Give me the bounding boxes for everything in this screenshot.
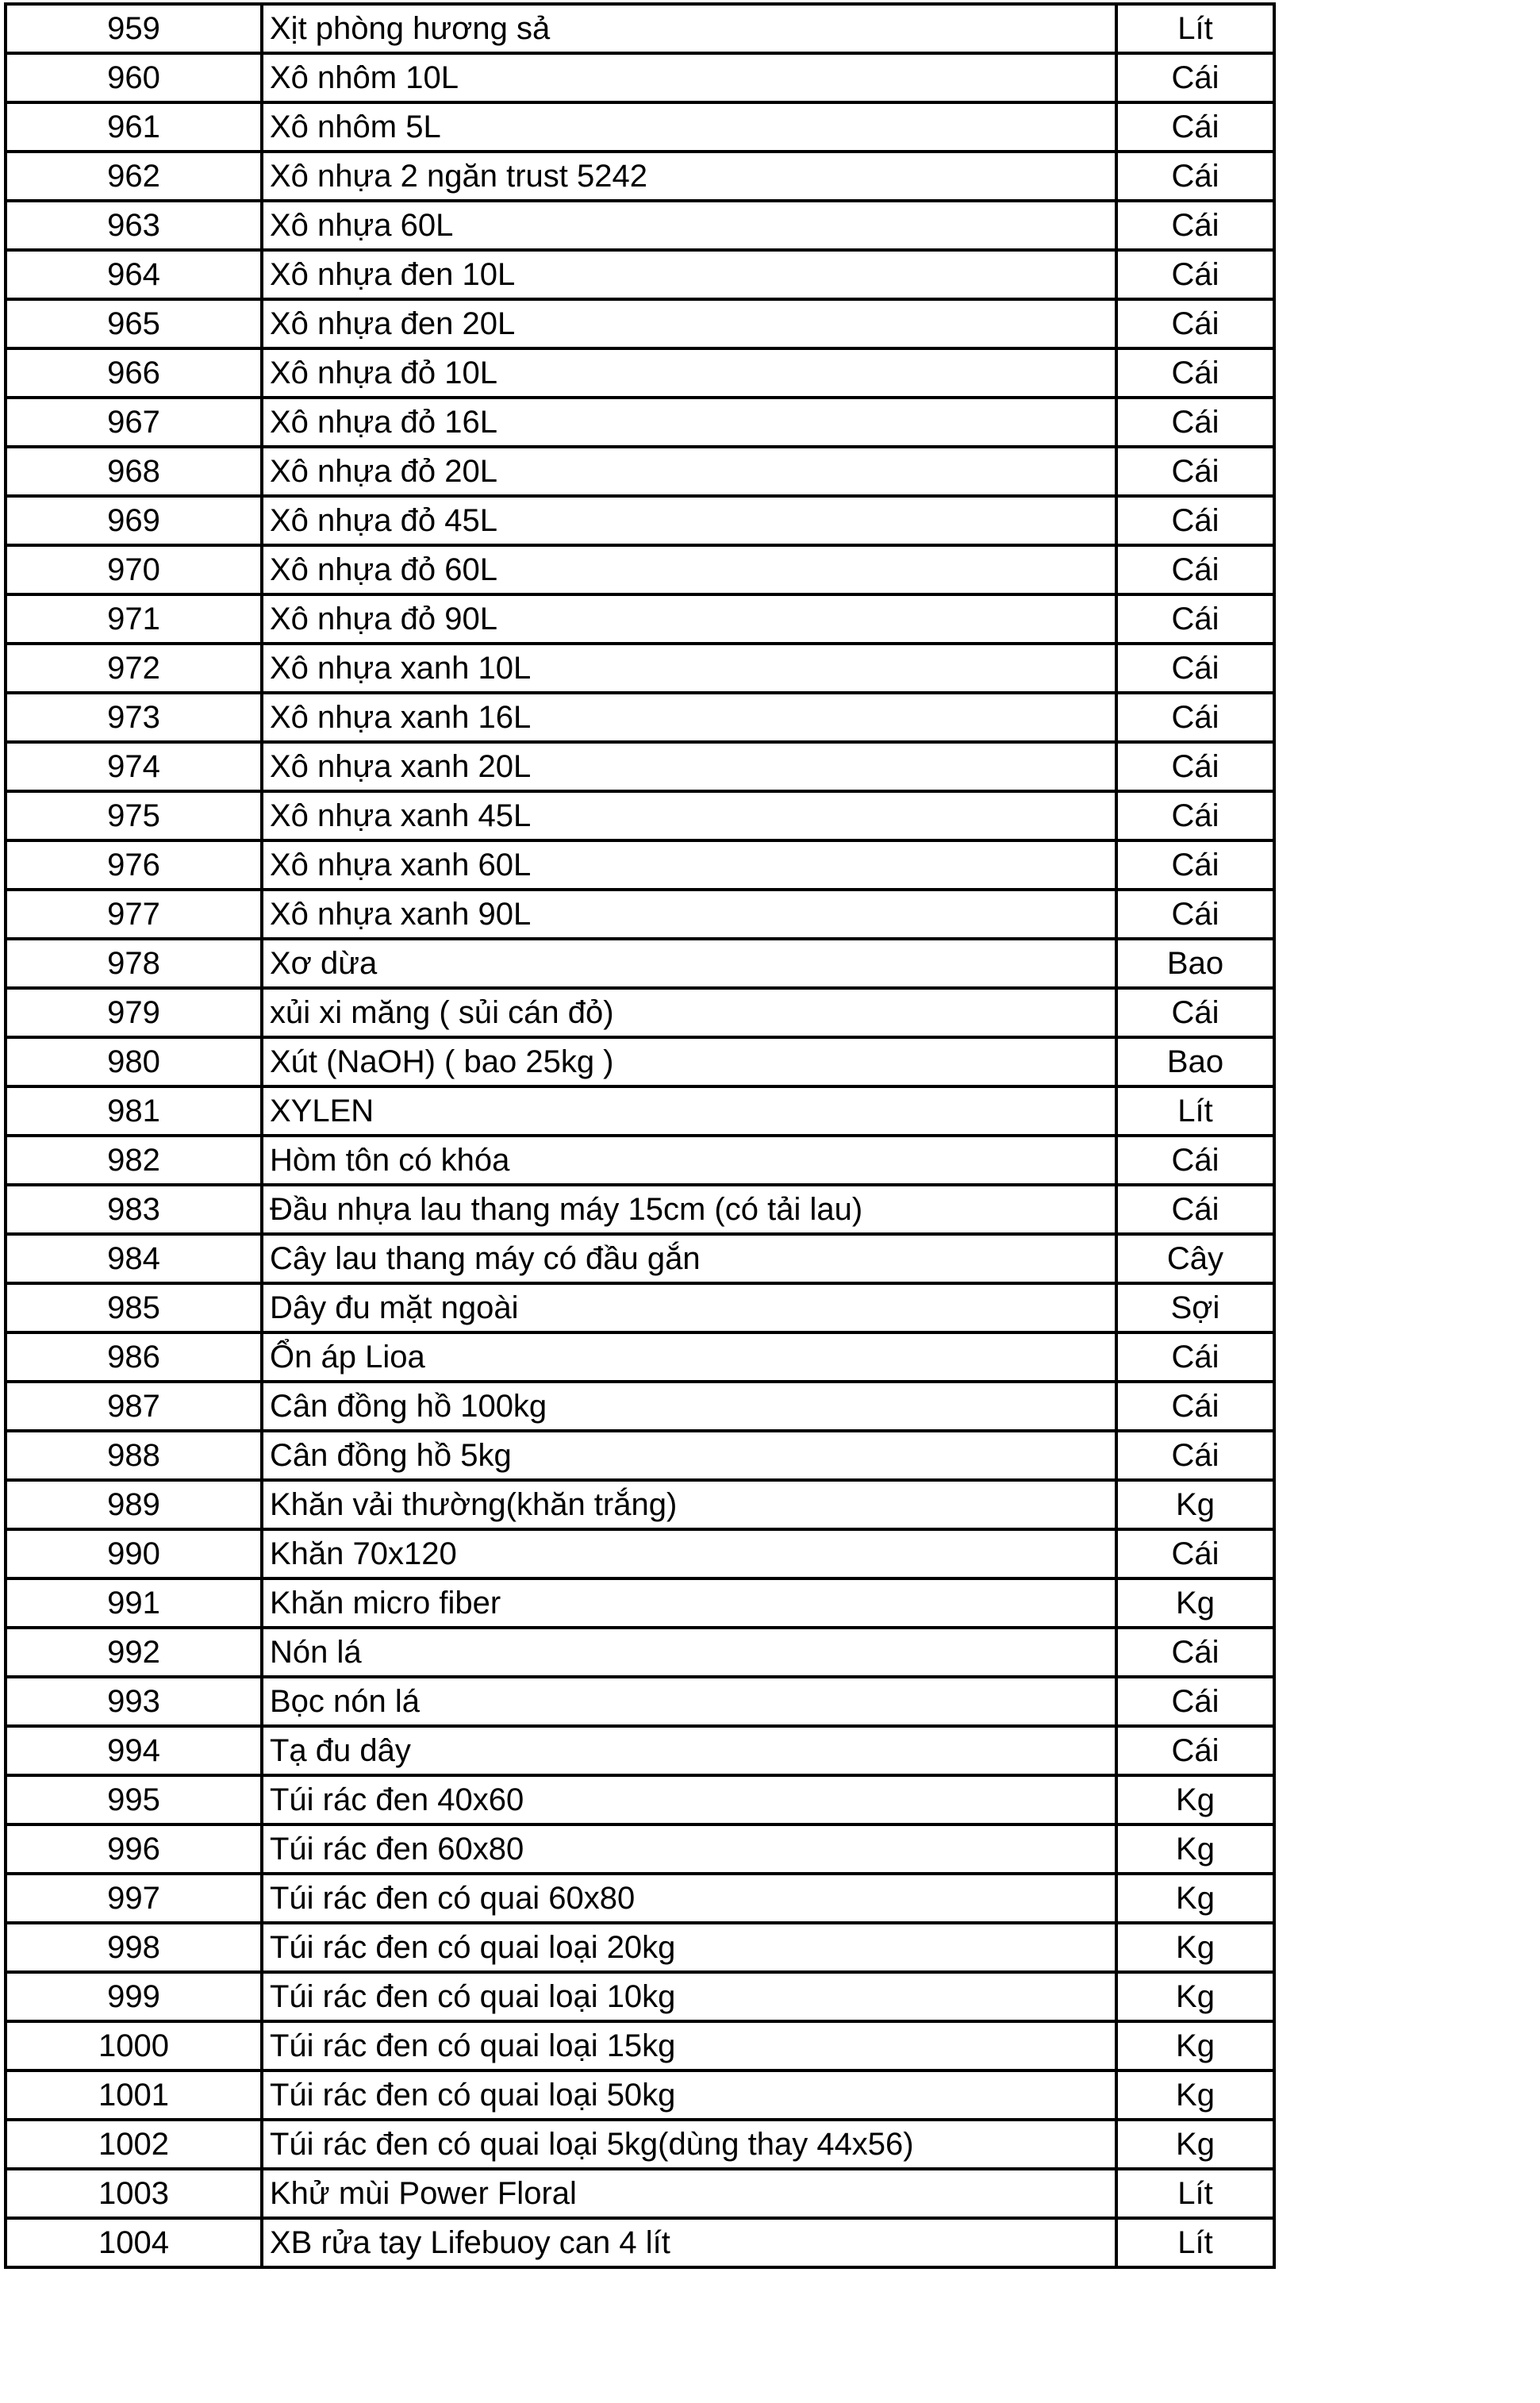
cell-unit: Cái xyxy=(1116,1136,1274,1185)
cell-unit: Bao xyxy=(1116,1037,1274,1086)
cell-no: 980 xyxy=(6,1037,262,1086)
cell-unit: Cái xyxy=(1116,1726,1274,1775)
table-row xyxy=(6,2218,1274,2267)
cell-unit: Sợi xyxy=(1116,1283,1274,1332)
table-row xyxy=(6,693,1274,742)
cell-unit: Kg xyxy=(1116,1972,1274,2021)
cell-name: Xô nhựa đỏ 16L xyxy=(262,398,1116,447)
cell-name: Nón lá xyxy=(262,1628,1116,1677)
cell-name: Khử mùi Power Floral xyxy=(262,2169,1116,2218)
table-row xyxy=(6,988,1274,1037)
cell-unit: Cái xyxy=(1116,791,1274,840)
cell-name: Xô nhựa đỏ 20L xyxy=(262,447,1116,496)
cell-no: 972 xyxy=(6,644,262,693)
table-row xyxy=(6,4,1274,53)
table-row xyxy=(6,1824,1274,1874)
cell-no: 988 xyxy=(6,1431,262,1480)
cell-unit: Cây xyxy=(1116,1234,1274,1283)
table-row xyxy=(6,1136,1274,1185)
cell-unit: Kg xyxy=(1116,1480,1274,1529)
cell-no: 976 xyxy=(6,840,262,890)
cell-name: Ổn áp Lioa xyxy=(262,1332,1116,1382)
table-row xyxy=(6,939,1274,988)
cell-unit: Cái xyxy=(1116,840,1274,890)
table-row xyxy=(6,1578,1274,1628)
cell-no: 965 xyxy=(6,299,262,348)
cell-name: Đầu nhựa lau thang máy 15cm (có tải lau) xyxy=(262,1185,1116,1234)
cell-unit: Kg xyxy=(1116,2070,1274,2120)
cell-name: Hòm tôn có khóa xyxy=(262,1136,1116,1185)
table-row xyxy=(6,742,1274,791)
table-row xyxy=(6,250,1274,299)
cell-unit: Cái xyxy=(1116,53,1274,102)
cell-unit: Kg xyxy=(1116,2120,1274,2169)
cell-unit: Cái xyxy=(1116,496,1274,545)
cell-unit: Cái xyxy=(1116,1332,1274,1382)
table-row xyxy=(6,1037,1274,1086)
cell-name: Cân đồng hồ 100kg xyxy=(262,1382,1116,1431)
cell-no: 999 xyxy=(6,1972,262,2021)
cell-no: 1003 xyxy=(6,2169,262,2218)
cell-no: 983 xyxy=(6,1185,262,1234)
cell-unit: Cái xyxy=(1116,1677,1274,1726)
cell-name: Xô nhựa 2 ngăn trust 5242 xyxy=(262,152,1116,201)
table-row xyxy=(6,1431,1274,1480)
cell-no: 970 xyxy=(6,545,262,594)
cell-name: Túi rác đen 60x80 xyxy=(262,1824,1116,1874)
cell-no: 991 xyxy=(6,1578,262,1628)
table-row xyxy=(6,1332,1274,1382)
cell-no: 984 xyxy=(6,1234,262,1283)
cell-no: 959 xyxy=(6,4,262,53)
cell-no: 960 xyxy=(6,53,262,102)
cell-name: Xô nhựa đen 20L xyxy=(262,299,1116,348)
table-row xyxy=(6,496,1274,545)
cell-name: Khăn 70x120 xyxy=(262,1529,1116,1578)
cell-unit: Cái xyxy=(1116,644,1274,693)
cell-unit: Cái xyxy=(1116,1431,1274,1480)
cell-unit: Kg xyxy=(1116,1578,1274,1628)
cell-name: Xút (NaOH) ( bao 25kg ) xyxy=(262,1037,1116,1086)
cell-unit: Cái xyxy=(1116,742,1274,791)
table-row xyxy=(6,1382,1274,1431)
cell-name: Xịt phòng hương sả xyxy=(262,4,1116,53)
cell-unit: Cái xyxy=(1116,1382,1274,1431)
cell-name: Xô nhôm 5L xyxy=(262,102,1116,152)
cell-name: Túi rác đen có quai loại 15kg xyxy=(262,2021,1116,2070)
cell-no: 978 xyxy=(6,939,262,988)
table-row xyxy=(6,152,1274,201)
cell-name: Túi rác đen có quai loại 10kg xyxy=(262,1972,1116,2021)
cell-unit: Cái xyxy=(1116,299,1274,348)
cell-name: Xô nhựa 60L xyxy=(262,201,1116,250)
table-row xyxy=(6,398,1274,447)
cell-name: Xô nhựa xanh 60L xyxy=(262,840,1116,890)
cell-unit: Kg xyxy=(1116,1874,1274,1923)
cell-no: 985 xyxy=(6,1283,262,1332)
cell-name: Túi rác đen có quai loại 20kg xyxy=(262,1923,1116,1972)
table-row xyxy=(6,1283,1274,1332)
table-row xyxy=(6,348,1274,398)
cell-unit: Cái xyxy=(1116,1529,1274,1578)
cell-unit: Lít xyxy=(1116,2218,1274,2267)
cell-name: Xô nhựa đỏ 60L xyxy=(262,545,1116,594)
table-row xyxy=(6,299,1274,348)
cell-no: 964 xyxy=(6,250,262,299)
table-row xyxy=(6,102,1274,152)
cell-no: 968 xyxy=(6,447,262,496)
cell-name: Túi rác đen 40x60 xyxy=(262,1775,1116,1824)
cell-no: 997 xyxy=(6,1874,262,1923)
cell-unit: Bao xyxy=(1116,939,1274,988)
cell-name: Cây lau thang máy có đầu gắn xyxy=(262,1234,1116,1283)
cell-unit: Kg xyxy=(1116,1824,1274,1874)
cell-name: Túi rác đen có quai 60x80 xyxy=(262,1874,1116,1923)
cell-name: Dây đu mặt ngoài xyxy=(262,1283,1116,1332)
table-row xyxy=(6,447,1274,496)
table-row xyxy=(6,2169,1274,2218)
table-row xyxy=(6,2120,1274,2169)
cell-unit: Cái xyxy=(1116,1185,1274,1234)
cell-name: Xô nhựa đỏ 45L xyxy=(262,496,1116,545)
cell-name: Xô nhựa xanh 90L xyxy=(262,890,1116,939)
cell-unit: Lít xyxy=(1116,1086,1274,1136)
cell-no: 1002 xyxy=(6,2120,262,2169)
cell-no: 993 xyxy=(6,1677,262,1726)
cell-name: Xô nhựa xanh 10L xyxy=(262,644,1116,693)
cell-unit: Cái xyxy=(1116,152,1274,201)
table-row xyxy=(6,644,1274,693)
cell-no: 986 xyxy=(6,1332,262,1382)
cell-unit: Cái xyxy=(1116,348,1274,398)
cell-no: 982 xyxy=(6,1136,262,1185)
cell-name: XB rửa tay Lifebuoy can 4 lít xyxy=(262,2218,1116,2267)
cell-name: Xô nhôm 10L xyxy=(262,53,1116,102)
table-row xyxy=(6,1874,1274,1923)
cell-unit: Cái xyxy=(1116,693,1274,742)
table-row xyxy=(6,53,1274,102)
cell-no: 974 xyxy=(6,742,262,791)
table-row xyxy=(6,1086,1274,1136)
cell-name: Xô nhựa xanh 16L xyxy=(262,693,1116,742)
cell-name: Xô nhựa đen 10L xyxy=(262,250,1116,299)
table-row xyxy=(6,1480,1274,1529)
cell-name: xủi xi măng ( sủi cán đỏ) xyxy=(262,988,1116,1037)
cell-no: 971 xyxy=(6,594,262,644)
cell-no: 995 xyxy=(6,1775,262,1824)
cell-no: 994 xyxy=(6,1726,262,1775)
table-row xyxy=(6,1529,1274,1578)
cell-name: Xô nhựa đỏ 10L xyxy=(262,348,1116,398)
table-row xyxy=(6,890,1274,939)
table-row xyxy=(6,1628,1274,1677)
cell-unit: Cái xyxy=(1116,988,1274,1037)
cell-no: 969 xyxy=(6,496,262,545)
cell-no: 987 xyxy=(6,1382,262,1431)
table-row xyxy=(6,1185,1274,1234)
cell-no: 973 xyxy=(6,693,262,742)
cell-unit: Kg xyxy=(1116,1775,1274,1824)
table-row xyxy=(6,201,1274,250)
cell-unit: Lít xyxy=(1116,4,1274,53)
cell-name: Xơ dừa xyxy=(262,939,1116,988)
cell-name: Xô nhựa xanh 45L xyxy=(262,791,1116,840)
item-table xyxy=(4,2,1276,2269)
cell-unit: Kg xyxy=(1116,1923,1274,1972)
cell-name: Xô nhựa đỏ 90L xyxy=(262,594,1116,644)
table-row xyxy=(6,2070,1274,2120)
cell-name: Xô nhựa xanh 20L xyxy=(262,742,1116,791)
table-row xyxy=(6,1775,1274,1824)
table-row xyxy=(6,1923,1274,1972)
cell-no: 979 xyxy=(6,988,262,1037)
item-table-body xyxy=(6,4,1274,2267)
cell-unit: Cái xyxy=(1116,447,1274,496)
cell-unit: Kg xyxy=(1116,2021,1274,2070)
table-row xyxy=(6,2021,1274,2070)
cell-name: Tạ đu dây xyxy=(262,1726,1116,1775)
cell-no: 1000 xyxy=(6,2021,262,2070)
cell-no: 989 xyxy=(6,1480,262,1529)
cell-no: 966 xyxy=(6,348,262,398)
table-row xyxy=(6,1677,1274,1726)
cell-name: Túi rác đen có quai loại 50kg xyxy=(262,2070,1116,2120)
table-row xyxy=(6,840,1274,890)
cell-name: Túi rác đen có quai loại 5kg(dùng thay 44x56) xyxy=(262,2120,1116,2169)
cell-name: Khăn vải thường(khăn trắng) xyxy=(262,1480,1116,1529)
cell-no: 981 xyxy=(6,1086,262,1136)
table-row xyxy=(6,1726,1274,1775)
cell-no: 977 xyxy=(6,890,262,939)
table-row xyxy=(6,1972,1274,2021)
cell-no: 967 xyxy=(6,398,262,447)
cell-no: 996 xyxy=(6,1824,262,1874)
table-row xyxy=(6,545,1274,594)
cell-unit: Lít xyxy=(1116,2169,1274,2218)
cell-name: Bọc nón lá xyxy=(262,1677,1116,1726)
cell-unit: Cái xyxy=(1116,890,1274,939)
cell-name: Cân đồng hồ 5kg xyxy=(262,1431,1116,1480)
cell-no: 962 xyxy=(6,152,262,201)
cell-no: 1001 xyxy=(6,2070,262,2120)
cell-no: 963 xyxy=(6,201,262,250)
cell-unit: Cái xyxy=(1116,201,1274,250)
cell-unit: Cái xyxy=(1116,594,1274,644)
cell-name: Khăn micro fiber xyxy=(262,1578,1116,1628)
cell-unit: Cái xyxy=(1116,250,1274,299)
cell-unit: Cái xyxy=(1116,398,1274,447)
cell-unit: Cái xyxy=(1116,545,1274,594)
table-row xyxy=(6,594,1274,644)
cell-unit: Cái xyxy=(1116,1628,1274,1677)
cell-no: 975 xyxy=(6,791,262,840)
cell-name: XYLEN xyxy=(262,1086,1116,1136)
table-row xyxy=(6,791,1274,840)
cell-no: 990 xyxy=(6,1529,262,1578)
table-row xyxy=(6,1234,1274,1283)
cell-no: 998 xyxy=(6,1923,262,1972)
cell-no: 1004 xyxy=(6,2218,262,2267)
cell-unit: Cái xyxy=(1116,102,1274,152)
cell-no: 992 xyxy=(6,1628,262,1677)
cell-no: 961 xyxy=(6,102,262,152)
